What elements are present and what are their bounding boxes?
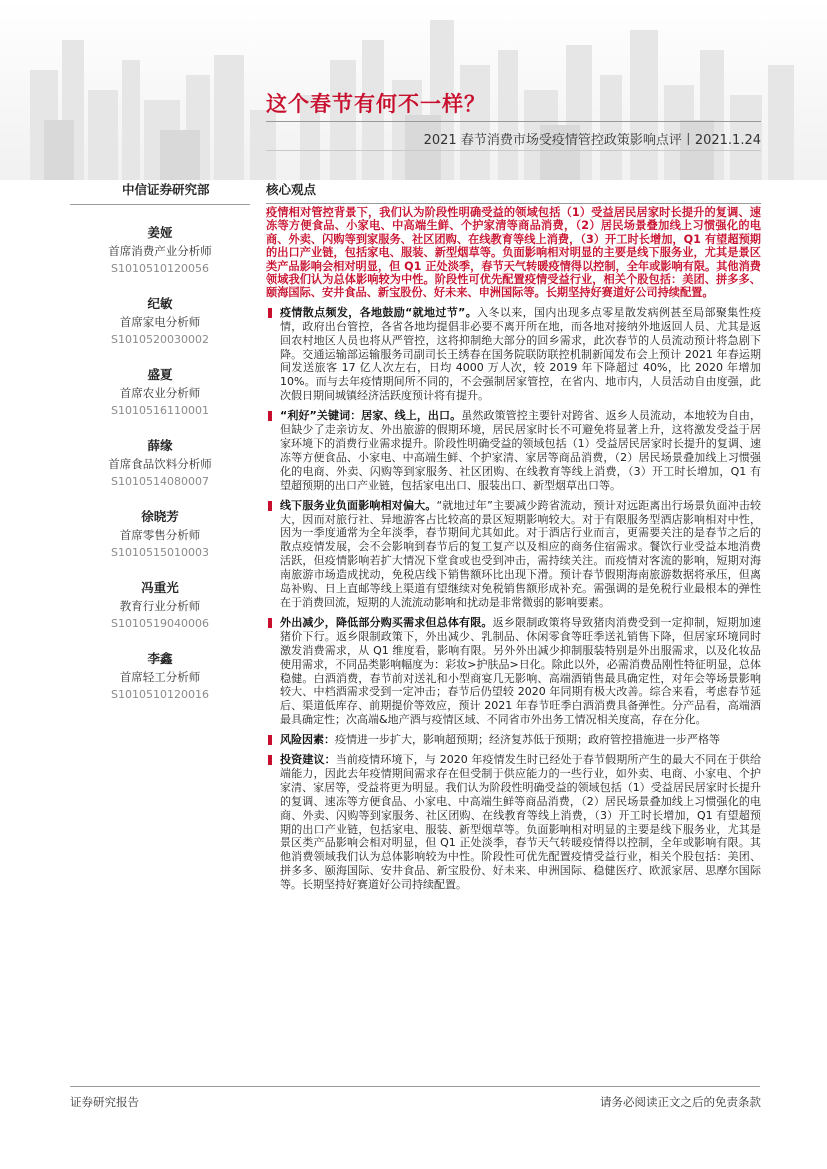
paragraph-body: 当前疫情环境下，与 2020 年疫情发生时已经处于春节假期所产生的最大不同在于供给端能力，因此去年疫情期间需求存在但受制于供应能力的一些行业，如外卖、电商、小家电、个护家清、家居等，受益将更为明显。我们认为阶段性明确受益的领域包括（1）受益居民居家时长提升的复调、速冻等方便食品、小家电、中高端生鲜等商品消费，（2）居民场景叠加线上习惯强化的电商、外卖、闪购等到家服务、社区团购、在线教育等线上消费，（3）开工时长增加，Q1 有望超预期的出口产业链，包括家电、服装、新型烟草等。负面影响相对明显的主要是线下服务业，尤其是景区类产品影响会相对明显，但 Q1 正处淡季，春节天气转暖疫情得以控制，全年或影响有限。其他消费领域我们认为总体影响较为中性。阶段性可优先配置疫情受益行业，相关个股包括：美团、拼多多、颐海国际、安井食品、新宝股份、好未来、申洲国际、稳健医疗、欧派家居、思摩尔国际等。长期坚持好赛道好公司持续配置。 <box>280 753 761 892</box>
analyst-card <box>70 225 250 276</box>
org-divider <box>70 204 250 205</box>
analyst-role: 首席食品饮料分析师 <box>108 457 212 471</box>
bullet-marker <box>268 501 272 511</box>
paragraph-body: 返乡限制政策将导致猪肉消费受到一定抑制，短期加速猪价下行。返乡限制政策下，外出减少、乳制品、休闲零食等旺季送礼销售下降，但居家环境同时激发消费需求，从 Q1 维度看，影响有限。另外外出减少抑制服装特别是外出服需求，以及化妆品使用需求，不同品类影响幅度为：彩妆>护肤品>日化。除此以外，必需消费品刚性特征明显，总体稳健。白酒消费，春节前对送礼和小型商宴几无影响、高端酒销售最具确定性，对年会等场景影响较大、中档酒需求受到一定冲击；春节后仍望较 2020 年同期有极大改善。综合来看，考虑春节延后、渠道低库存、前期提价等效应，预计 2021 年春节旺季白酒消费具备弹性。分产品看，高端酒最具确定性；次高端&地产酒与疫情区域、不同省市外出务工情况相关度高，存在分化。 <box>280 615 762 727</box>
body-paragraph <box>266 753 761 892</box>
analyst-name: 徐晓芳 <box>141 509 179 524</box>
footer-report-type: 证券研究报告 <box>70 1095 139 1109</box>
analyst-license: S1010520030002 <box>111 333 209 346</box>
analyst-name: 姜娅 <box>147 225 173 240</box>
body-paragraph <box>266 733 761 747</box>
paragraph-body: 虽然政策管控主要针对跨省、返乡人员流动，本地较为自由，但缺少了走亲访友、外出旅游的假期环境，居民居家时长不可避免将显著上升，这将激发受益于居家环境下的消费行业需求提升。阶段性明确受益的领域包括（1）受益居民居家时长提升的复调、速冻等方便食品、小家电、中高端生鲜、个护家清、家居等商品消费，（2）居民场景叠加线上习惯强化的电商、外卖、闪购等到家服务、社区团购、在线教育等线上消费，（3）开工时长增加，Q1 有望超预期的出口产业链，包括家电出口、服装出口、新型烟草出口等。 <box>280 409 761 492</box>
analyst-name: 盛夏 <box>147 367 173 382</box>
bullet-marker <box>268 735 272 745</box>
analyst-sidebar <box>70 180 250 702</box>
paragraph-body: “就地过年”主要减少跨省流动，预计对远距离出行场景负面冲击较大，因而对旅行社、异地游客占比较高的景区短期影响较大。对于有限服务型酒店影响相对中性，因为一季度通常为全年淡季，春节期间尤其如此。对于酒店行业而言，更需要关注的是春节之后的散点疫情发展，会不会影响到春节后的复工复产以及相应的商务住宿需求。餐饮行业受益本地消费活跃，但疫情影响若扩大情况下堂食或也受到冲击，需持续关注。而疫情对客流的影响，短期对海南旅游市场造成扰动，免税店线下销售额环比出现下滑。预计春节假期海南旅游数据将承压，但离岛补购、日上直邮等线上渠道有望继续对免税销售额形成补充。需强调的是免税行业最根本的弹性在于消费回流，短期的人流流动影响和扰动是非常微弱的影响要素。 <box>280 498 762 609</box>
analyst-license: S1010519040006 <box>111 617 209 630</box>
body-paragraph <box>266 616 761 727</box>
footer-divider <box>70 1086 760 1087</box>
body-paragraph <box>266 306 761 403</box>
analyst-card <box>70 580 250 631</box>
org-name: 中信证券研究部 <box>122 182 210 197</box>
analyst-name: 纪敏 <box>147 296 173 311</box>
paragraph-body: 疫情进一步扩大，影响超预期；经济复苏低于预期；政府管控措施进一步严格等 <box>335 733 720 747</box>
bullet-marker <box>268 308 272 318</box>
analyst-card <box>70 367 250 418</box>
subtitle-divider <box>266 150 761 151</box>
report-title: 这个春节有何不一样？ <box>266 92 486 116</box>
body-paragraph <box>266 499 761 610</box>
body-paragraph <box>266 409 761 492</box>
analyst-role: 教育行业分析师 <box>119 599 201 613</box>
analyst-license: S1010515010003 <box>111 546 209 559</box>
analyst-role: 首席轻工分析师 <box>119 670 201 684</box>
paragraph-lead: 线下服务业负面影响相对偏大。 <box>280 498 437 512</box>
section-heading: 核心观点 <box>266 182 317 197</box>
main-content <box>266 180 761 892</box>
report-subtitle: 2021 春节消费市场受疫情管控政策影响点评丨2021.1.24 <box>423 133 761 148</box>
paragraph-body: 入冬以来，国内出现多点零星散发病例甚至局部聚集性疫情，政府出台管控，各省各地均提倡非必要不离开所在地，而各地对接纳外地返回人员、尤其是返回农村地区人员也将从严管控，这将抑制绝大部分的回乡需求，此次春节的人员流动预计将急剧下降。交通运输部运输服务司副司长王绣春在国务院联防联控机制新闻发布会上预计 2021 年春运期间发送旅客 17 亿人次左右，日均 4000 万人次，较 2019 年下降超过 40%，比 2020 年增加 10%。而与去年疫情期间所不同的，不会强制居家管控，在省内、地市内，人员活动自由度强，此次假日期间城镇经济活跃度预计将有提升。 <box>280 305 761 403</box>
analyst-role: 首席消费产业分析师 <box>108 244 212 258</box>
paragraph-lead: 疫情散点频发，各地鼓励“就地过节”。 <box>280 305 478 319</box>
analyst-card <box>70 438 250 489</box>
analyst-card <box>70 296 250 347</box>
analyst-license: S1010514080007 <box>111 475 209 488</box>
section-divider <box>266 203 761 204</box>
title-divider <box>266 121 761 122</box>
analyst-license: S1010516110001 <box>111 404 209 417</box>
analyst-name: 冯重光 <box>141 580 179 595</box>
analyst-license: S1010510120056 <box>111 262 209 275</box>
key-summary: 疫情相对管控背景下，我们认为阶段性明确受益的领域包括（1）受益居民居家时长提升的复调、速冻等方便食品、小家电、中高端生鲜、个护家清等商品消费，（2）居民场景叠加线上习惯强化的电商、外卖、闪购等到家服务、社区团购、在线教育等线上消费，（3）开工时长增加，Q1 有望超预期的出口产业链，包括家电、服装、新型烟草等。负面影响相对明显的主要是线下服务业，尤其是景区类产品影响会相对明显，但 Q1 正处淡季，春节天气转暖疫情得以控制，全年或影响有限。其他消费领域我们认为总体影响较为中性。阶段性可优先配置疫情受益行业，相关个股包括：美团、拼多多、颐海国际、安井食品、新宝股份、好未来、申洲国际等。长期坚持好赛道好公司持续配置。 <box>266 206 761 300</box>
analyst-role: 首席家电分析师 <box>119 315 201 329</box>
analyst-license: S1010510120016 <box>111 688 209 701</box>
paragraph-lead: 风险因素： <box>280 733 335 747</box>
bullet-marker <box>268 411 272 421</box>
analyst-name: 薛缘 <box>147 438 173 453</box>
analyst-card <box>70 509 250 560</box>
analyst-name: 李鑫 <box>147 651 173 666</box>
analyst-role: 首席零售分析师 <box>119 528 201 542</box>
paragraph-lead: 外出减少，降低部分购买需求但总体有限。 <box>280 615 493 629</box>
analyst-card <box>70 651 250 702</box>
paragraph-lead: 投资建议： <box>280 753 336 767</box>
bullet-marker <box>268 618 272 628</box>
analyst-role: 首席农业分析师 <box>119 386 201 400</box>
bullet-marker <box>268 755 272 765</box>
paragraph-lead: “利好”关键词：居家、线上，出口。 <box>280 409 462 423</box>
footer-disclaimer: 请务必阅读正文之后的免责条款 <box>600 1095 761 1109</box>
